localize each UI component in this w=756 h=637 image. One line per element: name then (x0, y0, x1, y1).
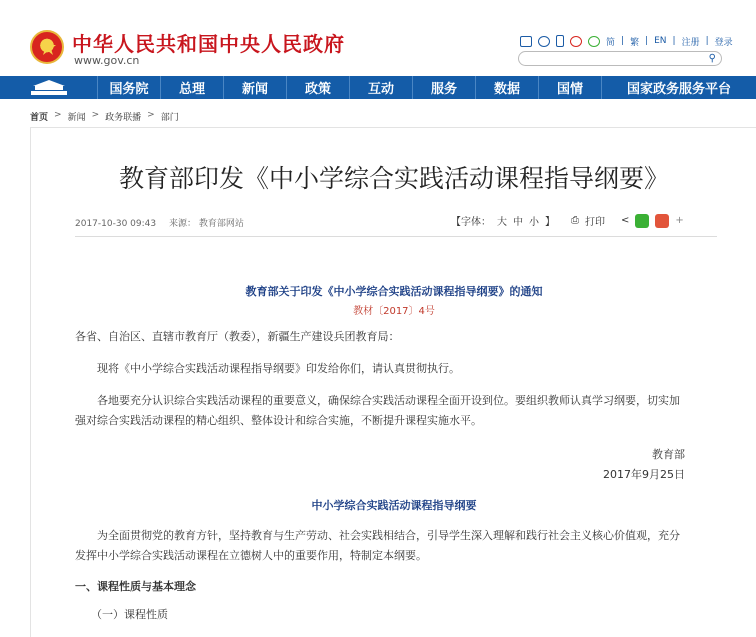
paragraph-1: 现将《中小学综合实践活动课程指导纲要》印发给你们，请认真贯彻执行。 (97, 362, 460, 375)
paragraph-3-line-2: 发挥中小学综合实践活动课程在立德树人中的重要作用，特制定本纲要。 (75, 549, 427, 562)
article-tools (451, 213, 684, 228)
signature-date: 2017年9月25日 (603, 468, 685, 481)
article-container (30, 127, 756, 637)
separator: | (645, 36, 649, 46)
breadcrumb-arrow: > (147, 110, 155, 120)
lang-traditional-link[interactable]: 繁 (630, 37, 640, 48)
font-large-button[interactable]: 大 (497, 217, 507, 228)
weibo-icon[interactable] (570, 36, 582, 47)
mail-icon[interactable] (520, 36, 532, 47)
breadcrumb-government[interactable]: 政务联播 (105, 113, 142, 123)
article-source: 来源： 教育部网站 (168, 219, 244, 229)
font-medium-button[interactable]: 中 (513, 217, 523, 228)
register-link[interactable]: 注册 (681, 37, 700, 48)
nav-item-guowuyuan[interactable]: 国务院 (98, 76, 161, 99)
font-size-close: 】 (545, 217, 555, 228)
print-icon[interactable]: ⎙ (571, 215, 579, 226)
login-link[interactable]: 登录 (714, 37, 733, 48)
search-input[interactable] (518, 51, 722, 66)
weibo-share-icon[interactable] (655, 214, 669, 228)
print-button[interactable]: 打印 (585, 217, 605, 228)
doc-number: 教材〔2017〕4号 (353, 306, 435, 317)
more-share-button[interactable]: + (675, 215, 684, 226)
wechat-icon[interactable] (588, 36, 600, 47)
breadcrumb-department[interactable]: 部门 (160, 113, 179, 123)
site-title[interactable]: 中华人民共和国中央人民政府 (72, 32, 345, 56)
nav-item-zhengce[interactable]: 政策 (287, 76, 350, 99)
nav-item-service-platform[interactable]: 国家政务服务平台 (626, 82, 731, 97)
lang-simplified-link[interactable]: 简 (606, 37, 616, 48)
section-heading-1: 一、课程性质与基本理念 (75, 580, 196, 593)
site-header (0, 0, 756, 76)
signature-org: 教育部 (652, 448, 685, 461)
font-small-button[interactable]: 小 (529, 217, 539, 228)
divider (75, 236, 717, 237)
separator: | (621, 36, 625, 46)
top-links (520, 33, 733, 49)
outline-title: 中小学综合实践活动课程指导纲要 (311, 499, 477, 512)
separator: | (705, 36, 709, 46)
lang-en-link[interactable]: EN (654, 36, 667, 46)
article-title: 教育部印发《中小学综合实践活动课程指导纲要》 (118, 164, 669, 193)
separator: | (672, 36, 676, 46)
article-meta (75, 216, 244, 229)
wechat-share-icon[interactable] (635, 214, 649, 228)
breadcrumb-arrow: > (54, 110, 62, 120)
font-size-label: 【字体： (451, 217, 491, 228)
nav-item-zongli[interactable]: 总理 (161, 76, 224, 99)
paragraph-3-line-1: 为全面贯彻党的教育方针，坚持教育与生产劳动、社会实践相结合，引导学生深入理解和践行社会主义核心价值观，充分 (97, 529, 680, 542)
search-icon[interactable]: ⚲ (708, 53, 716, 64)
main-nav (0, 76, 756, 99)
breadcrumb (30, 110, 179, 123)
paragraph-2-line-1: 各地要充分认识综合实践活动课程的重要意义，确保综合实践活动课程全面开设到位。要组织教师认真学习纲要，切实加 (97, 394, 680, 407)
site-url: www.gov.cn (74, 54, 140, 67)
nav-item-shuju[interactable]: 数据 (476, 76, 539, 99)
breadcrumb-news[interactable]: 新闻 (67, 113, 86, 123)
share-icon[interactable]: < (621, 215, 630, 226)
nav-item-guoqing[interactable]: 国情 (539, 76, 602, 99)
salutation: 各省、自治区、直辖市教育厅（教委），新疆生产建设兵团教育局： (75, 330, 400, 343)
nav-item-fuwu[interactable]: 服务 (413, 76, 476, 99)
breadcrumb-arrow: > (91, 110, 100, 120)
message-icon[interactable] (538, 36, 550, 47)
notice-title: 教育部关于印发《中小学综合实践活动课程指导纲要》的通知 (245, 285, 543, 298)
nav-item-xinwen[interactable]: 新闻 (224, 76, 287, 99)
nav-home-icon[interactable] (0, 76, 98, 99)
article-date: 2017-10-30 09:43 (75, 219, 157, 229)
nav-item-hudong[interactable]: 互动 (350, 76, 413, 99)
breadcrumb-home[interactable]: 首页 (30, 113, 49, 123)
paragraph-2-line-2: 强对综合实践活动课程的精心组织、整体设计和综合实施，不断提升课程实施水平。 (75, 414, 482, 427)
section-heading-1-1: （一）课程性质 (91, 608, 168, 621)
mobile-icon[interactable] (556, 35, 564, 47)
national-emblem-icon[interactable] (30, 30, 64, 64)
